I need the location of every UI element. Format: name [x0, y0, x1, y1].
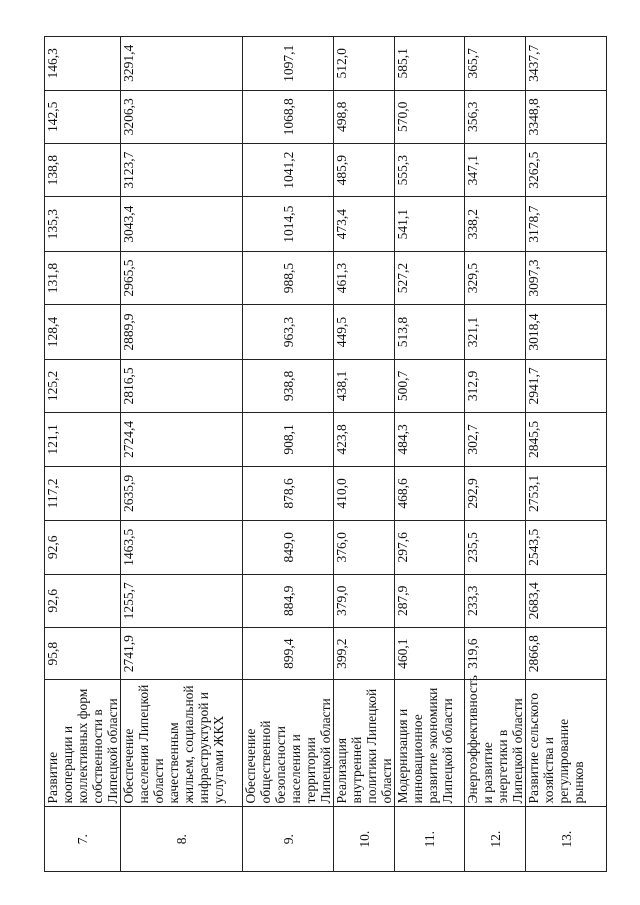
program-name: Развитие сельского хозяйства и регулирование рынков	[526, 680, 607, 807]
value-cell: 329,5	[465, 251, 526, 304]
value-cell: 410,0	[334, 466, 395, 520]
value-cell: 1068,8	[243, 90, 334, 143]
value-cell: 146,3	[45, 37, 121, 91]
value-cell: 438,1	[334, 359, 395, 412]
value-cell: 2941,7	[526, 359, 607, 412]
program-name: Развитие кооперации и коллективных форм собственности в Липецкой области	[45, 680, 121, 807]
value-cell: 347,1	[465, 143, 526, 196]
value-cell: 2816,5	[121, 359, 243, 412]
table-row	[334, 37, 395, 872]
value-cell: 2889,9	[121, 305, 243, 359]
table-row	[526, 37, 607, 872]
value-cell: 3097,3	[526, 251, 607, 304]
value-cell: 555,3	[395, 143, 465, 196]
value-cell: 908,1	[243, 413, 334, 466]
value-cell: 128,4	[45, 305, 121, 359]
value-cell: 449,5	[334, 305, 395, 359]
rotated-page	[44, 36, 590, 872]
value-cell: 135,3	[45, 197, 121, 251]
value-cell: 541,1	[395, 197, 465, 251]
value-cell: 512,0	[334, 37, 395, 91]
value-cell: 131,8	[45, 251, 121, 304]
value-cell: 585,1	[395, 37, 465, 91]
value-cell: 142,5	[45, 90, 121, 143]
value-cell: 235,5	[465, 521, 526, 574]
value-cell: 2724,4	[121, 413, 243, 466]
value-cell: 121,1	[45, 413, 121, 466]
value-cell: 2635,9	[121, 466, 243, 520]
program-name: Обеспечение общественной безопасности населения и территории Липецкой области	[243, 680, 334, 807]
table-row	[121, 37, 243, 872]
value-cell: 2845,5	[526, 413, 607, 466]
table-row	[395, 37, 465, 872]
value-cell: 321,1	[465, 305, 526, 359]
value-cell: 1097,1	[243, 37, 334, 91]
value-cell: 2965,5	[121, 251, 243, 304]
value-cell: 117,2	[45, 466, 121, 520]
value-cell: 1463,5	[121, 521, 243, 574]
value-cell: 484,3	[395, 413, 465, 466]
value-cell: 95,8	[45, 627, 121, 679]
value-cell: 138,8	[45, 143, 121, 196]
value-cell: 2683,4	[526, 574, 607, 627]
value-cell: 849,0	[243, 521, 334, 574]
value-cell: 376,0	[334, 521, 395, 574]
row-number: 13.	[526, 807, 607, 872]
value-cell: 3206,3	[121, 90, 243, 143]
row-number: 11.	[395, 807, 465, 872]
value-cell: 498,8	[334, 90, 395, 143]
budget-table	[44, 36, 607, 872]
value-cell: 379,0	[334, 574, 395, 627]
program-name: Модернизация и инновационное развитие экономики Липецкой области	[395, 680, 465, 807]
value-cell: 570,0	[395, 90, 465, 143]
value-cell: 485,9	[334, 143, 395, 196]
value-cell: 3262,5	[526, 143, 607, 196]
row-number: 9.	[243, 807, 334, 872]
program-name: Обеспечение населения Липецкой области качественным жильем, социальной инфраструктурой и услугами ЖКХ	[121, 680, 243, 807]
value-cell: 92,6	[45, 521, 121, 574]
value-cell: 461,3	[334, 251, 395, 304]
value-cell: 527,2	[395, 251, 465, 304]
row-number: 8.	[121, 807, 243, 872]
table-body	[45, 37, 607, 872]
value-cell: 2543,5	[526, 521, 607, 574]
table-row	[243, 37, 334, 872]
value-cell: 3348,8	[526, 90, 607, 143]
value-cell: 2753,1	[526, 466, 607, 520]
value-cell: 302,7	[465, 413, 526, 466]
value-cell: 513,8	[395, 305, 465, 359]
value-cell: 2866,8	[526, 627, 607, 679]
value-cell: 3018,4	[526, 305, 607, 359]
value-cell: 399,2	[334, 627, 395, 679]
value-cell: 878,6	[243, 466, 334, 520]
value-cell: 3437,7	[526, 37, 607, 91]
value-cell: 473,4	[334, 197, 395, 251]
value-cell: 963,3	[243, 305, 334, 359]
table-row	[45, 37, 121, 872]
row-number: 10.	[334, 807, 395, 872]
value-cell: 233,3	[465, 574, 526, 627]
value-cell: 500,7	[395, 359, 465, 412]
value-cell: 356,3	[465, 90, 526, 143]
value-cell: 423,8	[334, 413, 395, 466]
value-cell: 3178,7	[526, 197, 607, 251]
value-cell: 884,9	[243, 574, 334, 627]
value-cell: 365,7	[465, 37, 526, 91]
value-cell: 287,9	[395, 574, 465, 627]
value-cell: 338,2	[465, 197, 526, 251]
value-cell: 1255,7	[121, 574, 243, 627]
value-cell: 460,1	[395, 627, 465, 679]
value-cell: 312,9	[465, 359, 526, 412]
value-cell: 938,8	[243, 359, 334, 412]
row-number: 12.	[465, 807, 526, 872]
value-cell: 1014,5	[243, 197, 334, 251]
row-number: 7.	[45, 807, 121, 872]
table-row	[465, 37, 526, 872]
value-cell: 3291,4	[121, 37, 243, 91]
value-cell: 297,6	[395, 521, 465, 574]
value-cell: 988,5	[243, 251, 334, 304]
value-cell: 3043,4	[121, 197, 243, 251]
value-cell: 92,6	[45, 574, 121, 627]
value-cell: 292,9	[465, 466, 526, 520]
program-name: Реализация внутренней политики Липецкой области	[334, 680, 395, 807]
value-cell: 2741,9	[121, 627, 243, 679]
value-cell: 468,6	[395, 466, 465, 520]
program-name: Энергоэффективность и развитие энергетики в Липецкой области	[465, 680, 526, 807]
value-cell: 319,6	[465, 627, 526, 679]
value-cell: 899,4	[243, 627, 334, 679]
value-cell: 1041,2	[243, 143, 334, 196]
value-cell: 125,2	[45, 359, 121, 412]
value-cell: 3123,7	[121, 143, 243, 196]
